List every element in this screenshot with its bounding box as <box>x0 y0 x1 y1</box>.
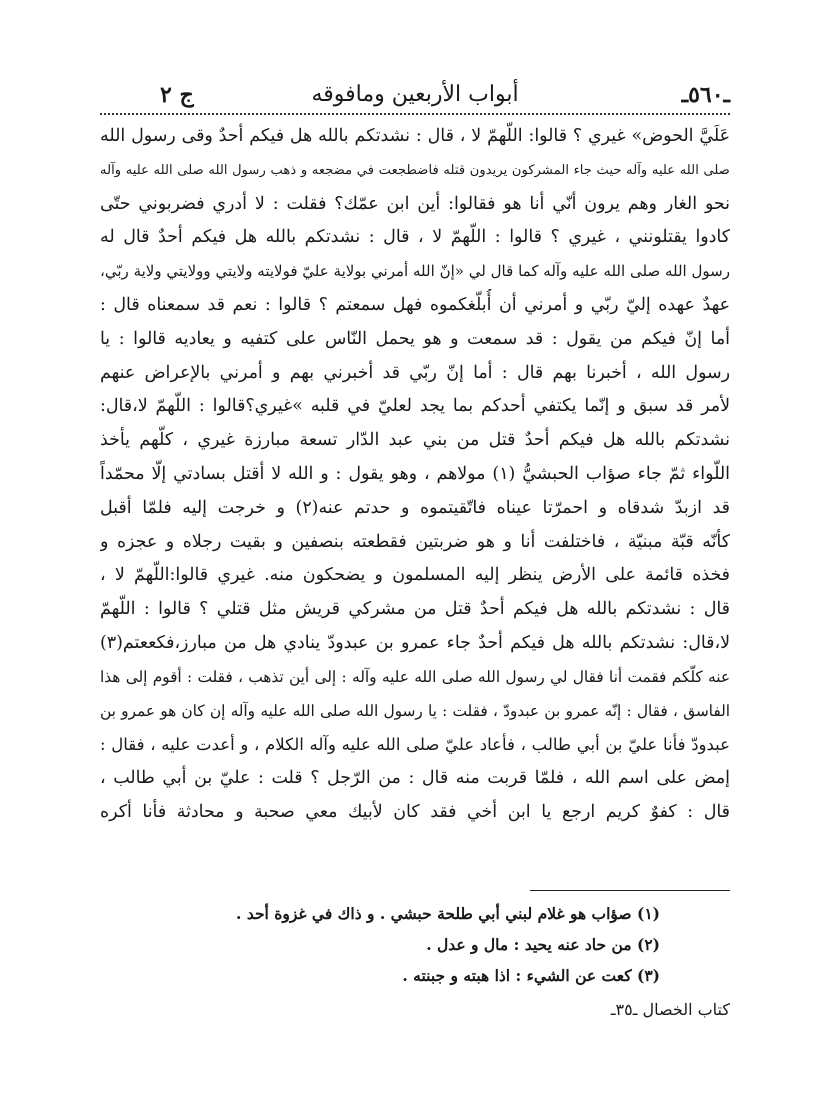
footnote-divider <box>530 890 730 891</box>
text-line: قد ازبدّ شدقاه و احمرّتا عيناه فاتّقيتموه و حدتم عنه(٢) و خرجت إليه فلمّا أقبل <box>100 497 730 518</box>
text-line: صلى الله عليه وآله حيث جاء المشركون يريدون قتله فاضطجعت في مضجعه و ذهب رسول الله صلى الله عليه وآله <box>100 162 730 178</box>
footnote-2: (٢) من حاد عنه يحيد : مال و عدل . <box>426 935 660 954</box>
text-line: كادوا يقتلونني ، غيري ؟ قالوا : اللّهمّ لا ، قال : نشدتكم بالله هل فيكم أحدٌ قال له <box>100 227 730 248</box>
footnotes <box>100 898 660 991</box>
page-header <box>100 82 730 112</box>
volume-label: ج ٢ <box>160 82 194 108</box>
page-number: ـ٥٦٠ـ <box>681 82 730 108</box>
text-line: لأمر قد سبق و إنّما يكتفي أحدكم بما يجد لعليّ في قلبه »غيري؟قالوا : اللّهمّ لا،قال: <box>100 396 730 417</box>
text-line: قال : كفوٌ كريم ارجع يا ابن أخي فقد كان لأبيك معي صحبة و محادثة فأنا أكره <box>100 801 730 822</box>
text-line: إمض على اسم الله ، فلمّا قربت منه قال : من الرّجل ؟ قلت : عليّ بن أبي طالب ، <box>100 768 730 789</box>
body-text <box>100 120 730 830</box>
text-line: لا،قال: نشدتكم بالله هل فيكم أحدٌ جاء عمرو بن عبدودّ ينادي هل من مبارز،فكععتم(٣) <box>100 632 730 653</box>
text-line: نشدتكم بالله هل فيكم أحدٌ قتل من بني عبد الدّار تسعة مبارزة غيري ، كلّهم يأخذ <box>100 430 730 451</box>
header-divider <box>100 113 730 115</box>
text-line: نحو الغار وهم يرون أنّي أنا هو فقالوا: أين ابن عمّك؟ فقلت : لا أدري فضربوني حتّى <box>100 193 730 214</box>
text-line: عبدودّ فأنا عليّ بن أبي طالب ، فأعاد عليّ صلى الله عليه وآله الكلام ، و أعدت عليه ، فقال : <box>100 735 730 755</box>
text-line: كأنّه قبّة مبنيّة ، فاختلفت أنا و هو ضربتين فقطعته بنصفين و بقيت رجلاه و عجزه و <box>100 531 730 552</box>
text-line: عهدٌ عهده إليّ ربّي و أمرني أن أُبلّغكموه فهل سمعتم ؟ قالوا : نعم قد سمعناه قال : <box>100 294 730 315</box>
text-line: أما إنّ فيكم من يقول : قد سمعت و هو يحمل النّاس على كتفيه و يعاديه قالوا : يا <box>100 328 730 349</box>
text-line: رسول الله صلى الله عليه وآله كما قال لي «إنّ الله أمرني بولاية عليّ فولايته ولايتي وولايتي ولاية ربّي، <box>100 262 730 281</box>
running-title: أبواب الأربعين ومافوقه <box>311 82 519 107</box>
text-line: عنه كلّكم فقمت أنا فقال لي رسول الله صلى الله عليه وآله : إلى أين تذهب ، فقلت : أقوم إلى هذا <box>100 667 730 686</box>
text-line: اللّواء ثمّ جاء صؤاب الحبشيُّ (١) مولاهم ، وهو يقول : و الله لا أقتل بسادتي إلّا محمّداً <box>100 463 730 484</box>
text-line: الفاسق ، فقال : إنّه عمرو بن عبدودّ ، فقلت : يا رسول الله صلى الله عليه وآله إن كان هو عمرو بن <box>100 701 730 720</box>
text-line: رسول الله ، أخبرنا بهم قال : أما إنّ ربّي قد أخبرني بهم و أمرني بالإعراض عنهم <box>100 362 730 383</box>
text-line: عَلَيَّ الحوض» غيري ؟ قالوا: اللّهمّ لا ، قال : نشدتكم بالله هل فيكم أحدٌ وقى رسول الله <box>100 126 730 146</box>
book-reference: كتاب الخصال ـ٣٥ـ <box>610 1000 730 1019</box>
footnote-3: (٣) كعت عن الشيء : اذا هبته و جبنته . <box>402 966 660 985</box>
footnote-1: (١) صؤاب هو غلام لبني أبي طلحة حبشي . و ذاك في غزوة أحد . <box>236 904 660 923</box>
page-footer <box>100 1000 730 1019</box>
text-line: قال : نشدتكم بالله هل فيكم أحدٌ قتل من مشركي قريش مثل قتلي ؟ قالوا : اللّهمّ <box>100 599 730 620</box>
text-line: فخذه قائمة على الأرض ينظر إليه المسلمون و يضحكون منه. غيري قالوا:اللّهمّ لا ، <box>100 565 730 586</box>
